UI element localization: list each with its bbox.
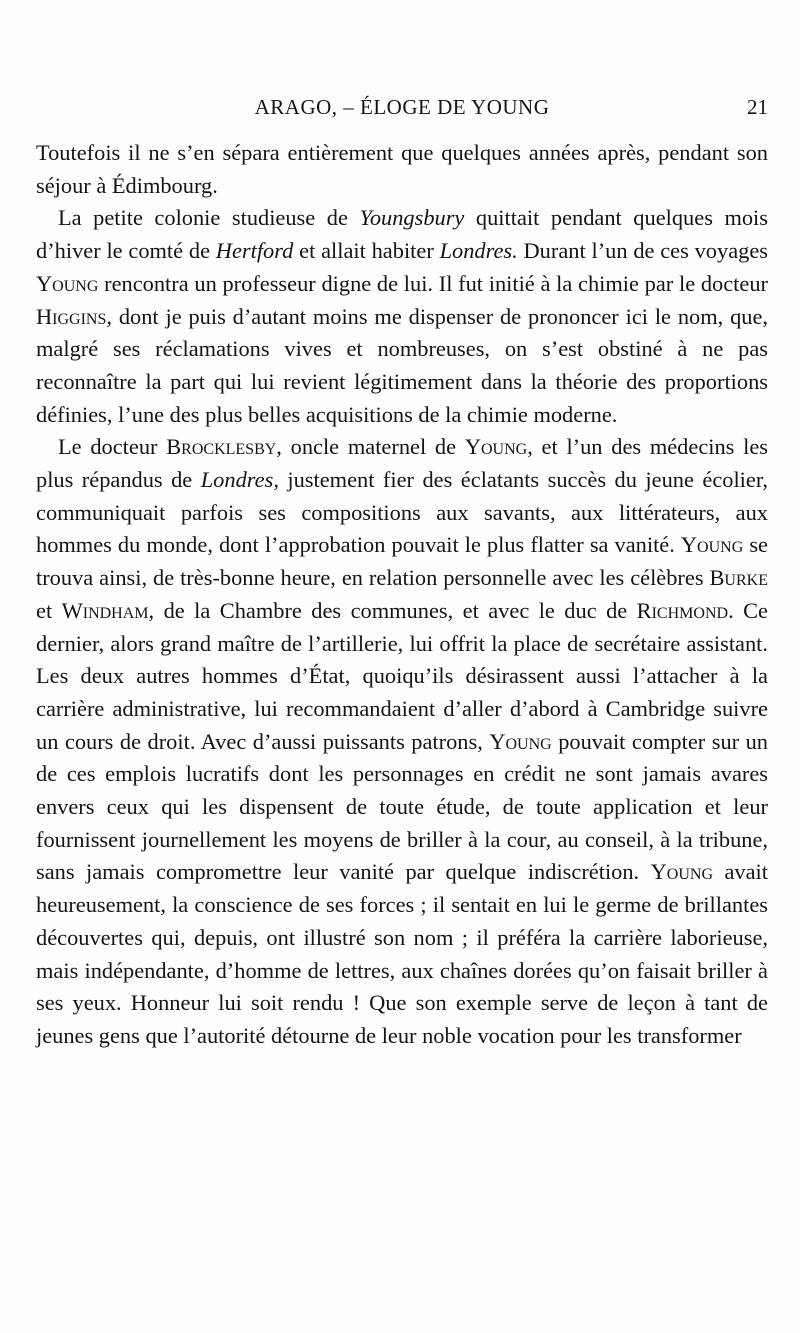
text-run: , de la Chambre des communes, et avec le duc de [148,597,637,623]
text-run: La petite colonie studieuse de [58,205,360,231]
text-run: Le docteur [58,434,167,460]
italic-term: Londres [200,467,274,493]
small-caps-name: Young [489,728,552,754]
text-run: Toutefois il ne s’en sépara entièrement que quelques années après, pendant son séjour à Édimbourg. [36,140,768,198]
running-head [36,92,768,122]
text-run: et allait habiter [293,238,440,264]
paragraph [36,202,768,431]
small-caps-name: Brocklesby [166,434,277,460]
text-run: avait heureusement, la conscience de ses forces ; il sentait en lui le germe de brillantes découvertes qui, depuis, ont illustré son nom ; il préféra la carrière laborieuse, mais indépendante, d’homme de lettres, aux chaînes dorées qu’on faisait briller à ses yeux. Honneur lui soit rendu ! Que son exemple serve de leçon à tant de jeunes gens que l’autorité détourne de leur noble vocation pour les transformer [36,859,768,1048]
small-caps-name: Young [464,434,528,460]
text-run: et [36,597,62,623]
text-run: , justement fier des éclatants succès du jeune écolier, communiquait parfois ses compositions aux savants, aux littérateurs, aux hommes du monde, dont l’approbation pouvait le plus flatter sa vanité. [36,467,768,558]
small-caps-name: Higgins [36,303,107,329]
text-run: , dont je puis d’autant moins me dispenser de prononcer ici le nom, que, malgré ses réclamations vives et nombreuses, on s’est obstiné à ne pas reconnaître la part qui lui revient légitimement dans la théorie des proportions définies, l’une des plus belles acquisitions de la chimie moderne. [36,303,768,427]
text-run: , oncle maternel de [276,434,465,460]
text-run: , et l’un des médecins les plus répandus de [36,434,769,493]
italic-term: Hertford [215,238,294,264]
body-text [36,137,768,1053]
small-caps-name: Young [680,532,744,558]
text-run: quittait pendant quelques mois d’hiver le comté de [36,205,768,264]
small-caps-name: Burke [709,565,768,591]
text-run: rencontra un professeur digne de lui. Il fut initié à la chimie par le docteur [98,270,768,296]
paragraph [36,431,768,1052]
small-caps-name: Young [36,270,99,296]
text-run: . Ce dernier, alors grand maître de l’artillerie, lui offrit la place de secrétaire assistant. Les deux autres hommes d’État, quoiqu’ils désirassent aussi l’attacher à la carrière administrative, lui recommandaient d’aller d’abord à Cambridge suivre un cours de droit. Avec d’aussi puissants patrons, [36,597,768,754]
paragraph [36,137,768,202]
text-run: pouvait compter sur un de ces emplois lucratifs dont les personnages en crédit ne sont jamais avares envers ceux qui les dispensent de toute étude, de toute application et leur fournissent journellement les moyens de briller à la cour, au conseil, à la tribune, sans jamais compromettre leur vanité par quelque indiscrétion. [36,728,769,885]
page-number: 21 [747,95,768,119]
text-run: se trouva ainsi, de très-bonne heure, en relation personnelle avec les célèbres [36,532,768,591]
text-run: Durant l’un de ces voyages [517,238,768,264]
italic-term: Londres. [439,238,518,264]
small-caps-name: Windham [61,597,149,623]
small-caps-name: Young [650,859,714,885]
small-caps-name: Richmond [636,597,729,623]
running-title: ARAGO, – ÉLOGE DE YOUNG [254,95,550,119]
italic-term: Youngsbury [359,205,465,231]
